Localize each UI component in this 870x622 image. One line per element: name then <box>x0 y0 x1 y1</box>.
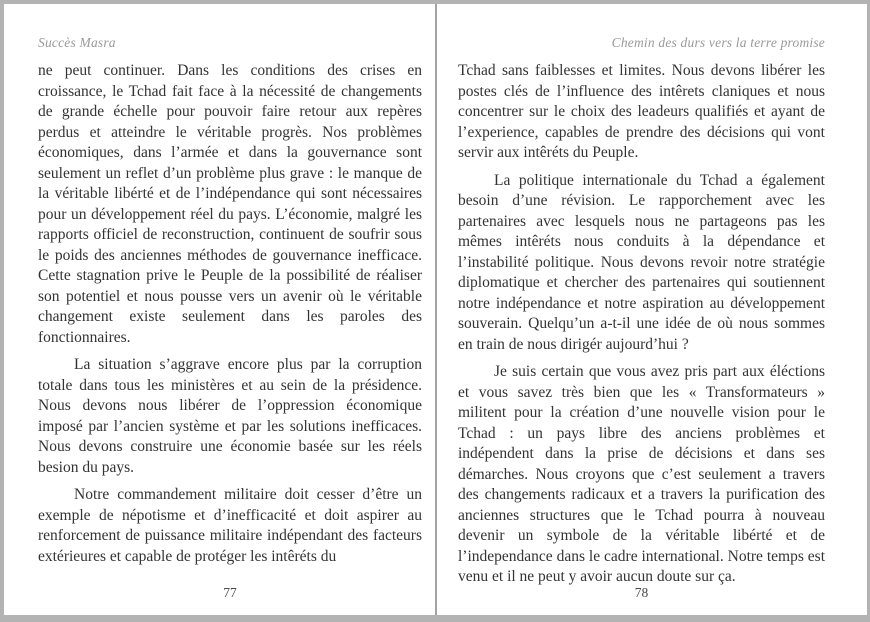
page-number-left: 77 <box>223 585 237 600</box>
paragraph: La situation s’aggrave encore plus par la corruption totale dans tous les ministères et au sein de la présidence. Nous devons nous libérer de l’oppression économique imposé par l’ancien système et par les solutions inefficaces. Nous devons construire une économie basée sur les réels besion du pays. <box>38 356 422 476</box>
running-header-left: Succès Masra <box>38 35 116 50</box>
page-right <box>437 4 867 615</box>
page-body-right <box>458 61 825 585</box>
page-left <box>4 4 435 615</box>
running-header-right: Chemin des durs vers la terre promise <box>611 35 825 50</box>
paragraph: ne peut continuer. Dans les conditions des crises en croissance, le Tchad fait face à la nécessité de changements de grande échelle pour pouvoir faire retour aux repères perdus et atteindre le véritable progrès. Nos problèmes économiques, dans l’armée et dans la gouvernance sont seulement un reflet d’un problème plus grave : le manque de la véritable libérté et de l’indépendance qui sont nécessaires pour un développement réel du pays. L’économie, malgré les rapports officiel de reconstruction, continuent de soufrir sous le poids des anciennes méthodes de gouvernance inefficace. Cette stagnation prive le Peuple de la possibilité de réaliser son potentiel et nous pousse vers un avenir où le véritable changement existe seulement dans les paroles des fonctionnaires. <box>38 62 422 346</box>
book-spread <box>4 4 867 615</box>
paragraph: Tchad sans faiblesses et limites. Nous devons libérer les postes clés de l’influence des intêrets claniques et nous concentrer sur le choix des leadeurs qualifiés et ayant de l’experience, capables de prendre des décisions qui vont servir aux intêréts du Peuple. <box>458 62 825 161</box>
paragraph: Notre commandement militaire doit cesser d’être un exemple de népotisme et d’inefficacité et doit aspirer au renforcement de puissance militaire indépendant des facteurs extérieures et capable de protéger les intêréts du <box>38 486 422 565</box>
page-body-left <box>38 61 422 585</box>
paragraph: Je suis certain que vous avez pris part aux éléctions et vous savez très bien que les « Transformateurs » militent pour la création d’une nouvelle vision pour le Tchad : un pays libre des anciens problèmes et indépendent dans la prise de décisions et dans ses démarches. Nous croyons que c’est seulement a travers des changements radicaux et a travers la purification des anciennes structures que le Tchad pourra à nouveau devenir un symbole de la véritable libérté et de l’independance dans le cadre international. Notre temps est venu et il ne peut y avoir aucun doute sur ça. <box>458 363 825 585</box>
page-number-right: 78 <box>634 585 649 600</box>
paragraph: La politique internationale du Tchad a également besoin d’une révision. Le rapporchement avec les partenaires avec lesquels nous ne partageons pas les mêmes intêréts nous conduits à la dépendance et l’instabilité politique. Nous devons revoir notre stratégie diplomatique et chercher des partenaires qui soutiennent notre indépendance et notre aspiration au développement souverain. Quelqu’un a-t-il une idée de où nous sommes en train de nous dirigér aujourd’hui ? <box>458 171 825 353</box>
